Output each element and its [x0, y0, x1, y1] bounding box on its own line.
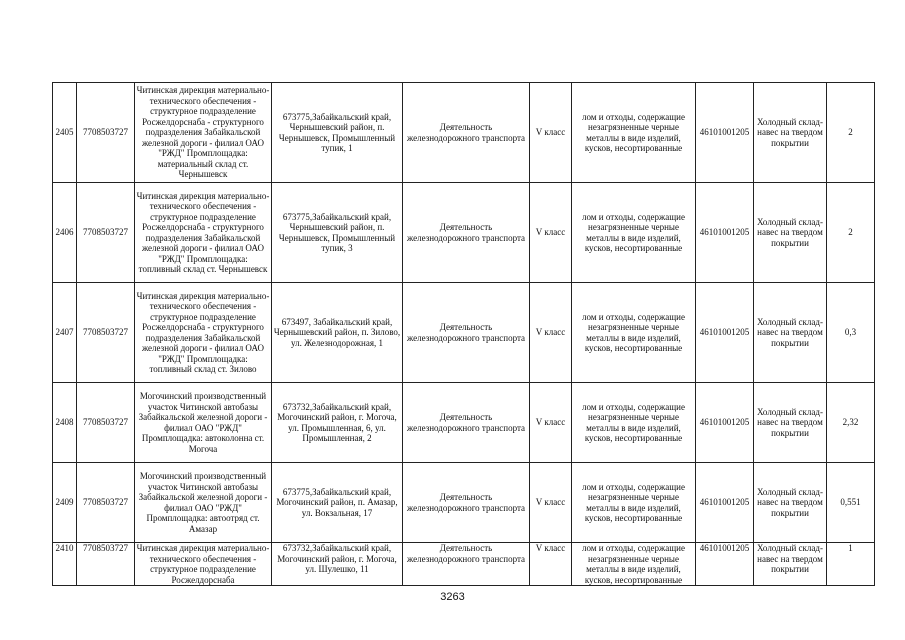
table-row [53, 383, 875, 463]
organization-cell: Читинская дирекция материально-технического обеспечения - структурное подразделение Росжелдорснаба - структурного подразделения Забайкальской железной дороги - филиал ОАО "РЖД" Промплощадка: топливный склад ст. Чернышевск [135, 183, 272, 283]
inn-cell: 7708503727 [77, 543, 135, 586]
waste-registry-table [52, 82, 875, 586]
organization-cell: Читинская дирекция материально-технического обеспечения - структурное подразделение Росжелдорснаба [135, 543, 272, 586]
amount-cell: 2 [827, 183, 875, 283]
activity-cell: Деятельность железнодорожного транспорта [403, 83, 530, 183]
inn-cell: 7708503727 [77, 183, 135, 283]
waste-type-cell: лом и отходы, содержащие незагрязненные черные металлы в виде изделий, кусков, несортированные [572, 463, 696, 543]
storage-cell: Холодный склад-навес на твердом покрытии [754, 543, 827, 586]
page-number: 3263 [440, 591, 465, 603]
oktmo-cell: 46101001205 [696, 183, 754, 283]
hazard-class-cell: V класс [530, 283, 572, 383]
activity-cell: Деятельность железнодорожного транспорта [403, 543, 530, 586]
address-cell: 673732,Забайкальский край, Могочинский район, г. Могоча, ул. Промышленная, 6, ул. Промышленная, 2 [272, 383, 403, 463]
oktmo-cell: 46101001205 [696, 383, 754, 463]
inn-cell: 7708503727 [77, 383, 135, 463]
amount-cell: 0,551 [827, 463, 875, 543]
address-cell: 673775,Забайкальский край, Могочинский район, п. Амазар, ул. Вокзальная, 17 [272, 463, 403, 543]
waste-type-cell: лом и отходы, содержащие незагрязненные черные металлы в виде изделий, кусков, несортированные [572, 383, 696, 463]
oktmo-cell: 46101001205 [696, 463, 754, 543]
oktmo-cell: 46101001205 [696, 543, 754, 586]
activity-cell: Деятельность железнодорожного транспорта [403, 283, 530, 383]
storage-cell: Холодный склад-навес на твердом покрытии [754, 283, 827, 383]
row-number: 2408 [53, 383, 77, 463]
storage-cell: Холодный склад-навес на твердом покрытии [754, 183, 827, 283]
inn-cell: 7708503727 [77, 283, 135, 383]
waste-type-cell: лом и отходы, содержащие незагрязненные черные металлы в виде изделий, кусков, несортированные [572, 543, 696, 586]
storage-cell: Холодный склад-навес на твердом покрытии [754, 83, 827, 183]
amount-cell: 2 [827, 83, 875, 183]
amount-cell: 0,3 [827, 283, 875, 383]
oktmo-cell: 46101001205 [696, 83, 754, 183]
activity-cell: Деятельность железнодорожного транспорта [403, 383, 530, 463]
organization-cell: Могочинский производственный участок Читинской автобазы Забайкальской железной дороги - филиал ОАО "РЖД" Промплощадка: автоколонна ст. Могоча [135, 383, 272, 463]
row-number: 2405 [53, 83, 77, 183]
organization-cell: Читинская дирекция материально-технического обеспечения - структурное подразделение Росжелдорснаба - структурного подразделения Забайкальской железной дороги - филиал ОАО "РЖД" Промплощадка: топливный склад ст. Зилово [135, 283, 272, 383]
address-cell: 673775,Забайкальский край, Чернышевский район, п. Чернышевск, Промышленный тупик, 1 [272, 83, 403, 183]
hazard-class-cell: V класс [530, 463, 572, 543]
row-number: 2407 [53, 283, 77, 383]
address-cell: 673775,Забайкальский край, Чернышевский район, п. Чернышевск, Промышленный тупик, 3 [272, 183, 403, 283]
table-row [53, 183, 875, 283]
activity-cell: Деятельность железнодорожного транспорта [403, 463, 530, 543]
oktmo-cell: 46101001205 [696, 283, 754, 383]
amount-cell: 2,32 [827, 383, 875, 463]
hazard-class-cell: V класс [530, 543, 572, 586]
organization-cell: Могочинский производственный участок Читинской автобазы Забайкальской железной дороги - филиал ОАО "РЖД" Промплощадка: автоотряд ст. Амазар [135, 463, 272, 543]
table-row [53, 283, 875, 383]
row-number: 2406 [53, 183, 77, 283]
address-cell: 673497, Забайкальский край, Чернышевский район, п. Зилово, ул. Железнодорожная, 1 [272, 283, 403, 383]
activity-cell: Деятельность железнодорожного транспорта [403, 183, 530, 283]
waste-type-cell: лом и отходы, содержащие незагрязненные черные металлы в виде изделий, кусков, несортированные [572, 83, 696, 183]
amount-cell: 1 [827, 543, 875, 586]
inn-cell: 7708503727 [77, 463, 135, 543]
document-page [52, 82, 875, 586]
hazard-class-cell: V класс [530, 83, 572, 183]
row-number: 2410 [53, 543, 77, 586]
hazard-class-cell: V класс [530, 183, 572, 283]
storage-cell: Холодный склад-навес на твердом покрытии [754, 383, 827, 463]
hazard-class-cell: V класс [530, 383, 572, 463]
waste-type-cell: лом и отходы, содержащие незагрязненные черные металлы в виде изделий, кусков, несортированные [572, 283, 696, 383]
waste-type-cell: лом и отходы, содержащие незагрязненные черные металлы в виде изделий, кусков, несортированные [572, 183, 696, 283]
address-cell: 673732,Забайкальский край, Могочинский район, г. Могоча, ул. Шулешко, 11 [272, 543, 403, 586]
organization-cell: Читинская дирекция материально-технического обеспечения - структурное подразделение Росжелдорснаба - структурного подразделения Забайкальской железной дороги - филиал ОАО "РЖД" Промплощадка: материальный склад ст. Чернышевск [135, 83, 272, 183]
table-row [53, 543, 875, 586]
storage-cell: Холодный склад-навес на твердом покрытии [754, 463, 827, 543]
table-row [53, 83, 875, 183]
table-row [53, 463, 875, 543]
inn-cell: 7708503727 [77, 83, 135, 183]
row-number: 2409 [53, 463, 77, 543]
